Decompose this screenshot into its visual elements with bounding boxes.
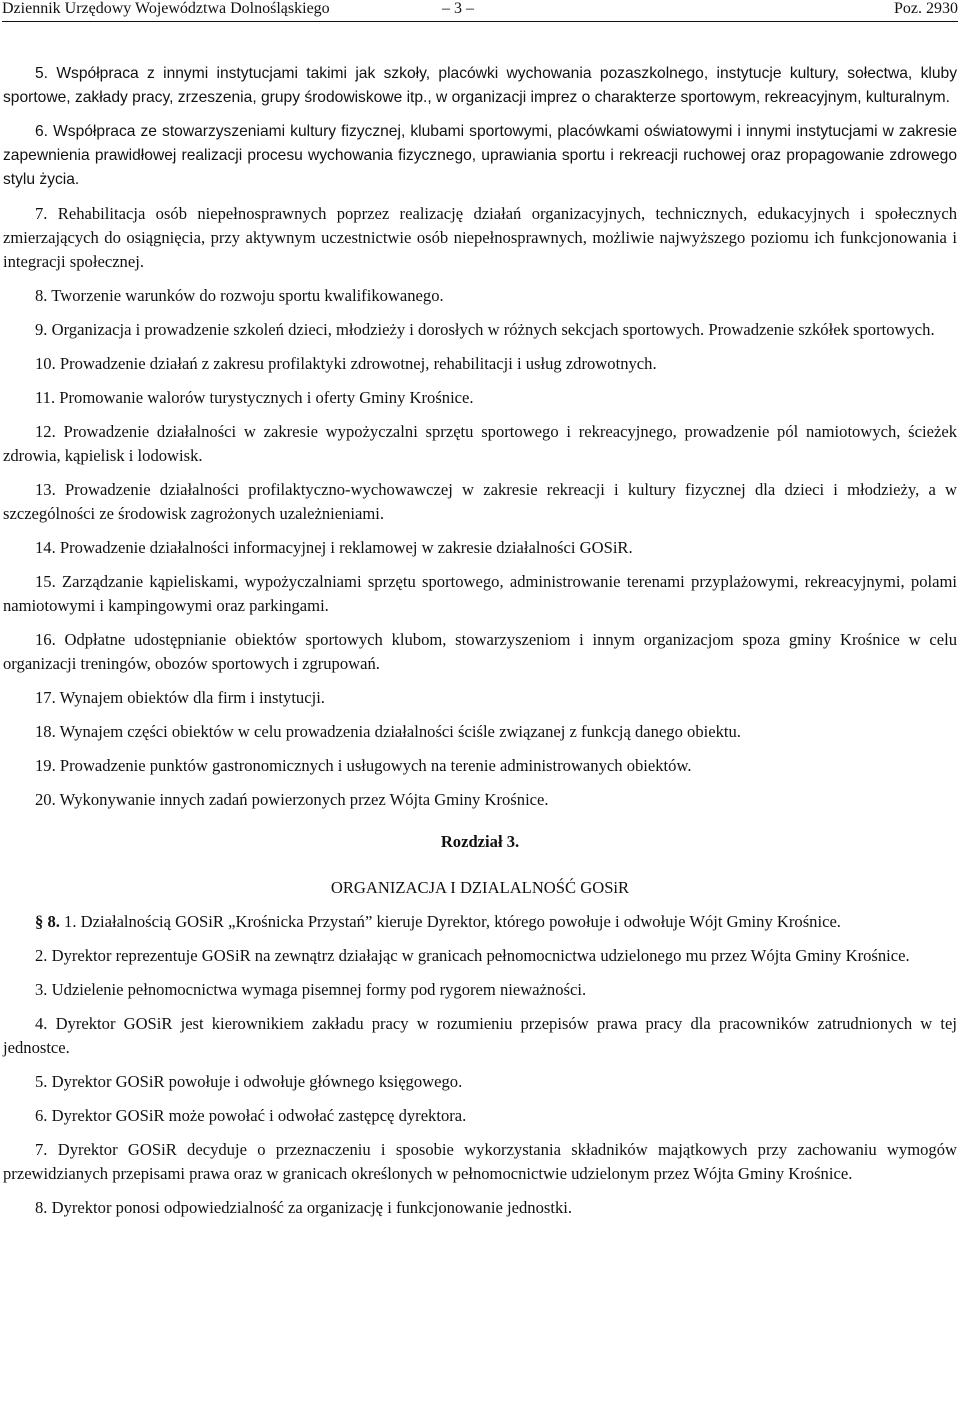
section-8-item-2: 2. Dyrektor reprezentuje GOSiR na zewnątrz działając w granicach pełnomocnictwa udzielonego mu przez Wójta Gminy Krośnice. (35, 946, 910, 965)
list-item-20: 20. Wykonywanie innych zadań powierzonych przez Wójta Gminy Krośnice. (35, 790, 549, 809)
list-item-17: 17. Wynajem obiektów dla firm i instytucji. (35, 688, 325, 707)
header-divider (2, 21, 958, 22)
journal-title: Dziennik Urzędowy Województwa Dolnośląskiego (2, 0, 330, 17)
list-item-11: 11. Promowanie walorów turystycznych i oferty Gminy Krośnice. (35, 388, 474, 407)
list-item-6: 6. Współpraca ze stowarzyszeniami kultury fizycznej, klubami sportowymi, placówkami oświatowymi i innymi instytucjami w zakresie zapewnienia prawidłowej realizacji procesu wychowania fizycznego, uprawiania sportu i rekreacji ruchowej oraz propagowanie zdrowego stylu życia. (3, 123, 957, 188)
list-item-16: 16. Odpłatne udostępnianie obiektów sportowych klubom, stowarzyszeniom i innym organizacjom spoza gminy Krośnice w celu organizacji treningów, obozów sportowych i zgrupowań. (3, 630, 957, 673)
page-header (2, 0, 958, 22)
list-item-7: 7. Rehabilitacja osób niepełnosprawnych poprzez realizację działań organizacyjnych, technicznych, edukacyjnych i społecznych zmierzających do osiągnięcia, przy aktywnym uczestnictwie osób niepełnosprawnych, możliwie najwyższego poziomu ich funkcjonowania i integracji społecznej. (3, 204, 957, 271)
list-item-13: 13. Prowadzenie działalności profilaktyczno-wychowawczej w zakresie rekreacji i kultury fizycznej dla dzieci i młodzieży, a w szczególności ze środowisk zagrożonych uzależnieniami. (3, 480, 957, 523)
position-number: Poz. 2930 (894, 0, 958, 17)
list-item-10: 10. Prowadzenie działań z zakresu profilaktyki zdrowotnej, rehabilitacji i usług zdrowotnych. (35, 354, 657, 373)
section-8-item-7: 7. Dyrektor GOSiR decyduje o przeznaczeniu i sposobie wykorzystania składników majątkowych przy zachowaniu wymogów przewidzianych przepisami prawa oraz w granicach określonych w pełnomocnictwie udzielonym przez Wójta Gminy Krośnice. (3, 1140, 957, 1183)
section-8-item-4: 4. Dyrektor GOSiR jest kierownikiem zakładu pracy w rozumieniu przepisów prawa pracy dla pracowników zatrudnionych w tej jednostce. (3, 1014, 957, 1057)
list-item-14: 14. Prowadzenie działalności informacyjnej i reklamowej w zakresie działalności GOSiR. (35, 538, 633, 557)
list-item-19: 19. Prowadzenie punktów gastronomicznych i usługowych na terenie administrowanych obiektów. (35, 756, 692, 775)
list-item-5: 5. Współpraca z innymi instytucjami takimi jak szkoły, placówki wychowania pozaszkolnego, instytucje kultury, sołectwa, kluby sportowe, zakłady pracy, zrzeszenia, grupy środowiskowe itp., w organizacji imprez o charakterze sportowym, rekreacyjnym, kulturalnym. (3, 65, 957, 106)
list-item-18: 18. Wynajem części obiektów w celu prowadzenia działalności ściśle związanej z funkcją danego obiektu. (35, 722, 741, 741)
section-8-item-3: 3. Udzielenie pełnomocnictwa wymaga pisemnej formy pod rygorem nieważności. (35, 980, 587, 999)
list-item-12: 12. Prowadzenie działalności w zakresie wypożyczalni sprzętu sportowego i rekreacyjnego, prowadzenie pól namiotowych, ścieżek zdrowia, kąpielisk i lodowisk. (3, 422, 957, 465)
section-number: § 8. (35, 912, 60, 931)
list-item-15: 15. Zarządzanie kąpieliskami, wypożyczalniami sprzętu sportowego, administrowanie terenami przyplażowymi, rekreacyjnymi, polami namiotowymi i kampingowymi oraz parkingami. (3, 572, 957, 615)
document-body (3, 62, 957, 1230)
chapter-title: Rozdział 3. (440, 832, 520, 851)
page-number: – 3 – (442, 0, 474, 17)
section-8-item-1-text: 1. Działalnością GOSiR „Krośnicka Przystań” kieruje Dyrektor, którego powołuje i odwołuje Wójt Gminy Krośnice. (59, 912, 841, 931)
section-8-item-6: 6. Dyrektor GOSiR może powołać i odwołać zastępcę dyrektora. (35, 1106, 467, 1125)
list-item-8: 8. Tworzenie warunków do rozwoju sportu kwalifikowanego. (35, 286, 444, 305)
section-8-item-5: 5. Dyrektor GOSiR powołuje i odwołuje głównego księgowego. (35, 1072, 463, 1091)
list-item-9: 9. Organizacja i prowadzenie szkoleń dzieci, młodzieży i dorosłych w różnych sekcjach sportowych. Prowadzenie szkółek sportowych. (35, 320, 935, 339)
section-8-item-8: 8. Dyrektor ponosi odpowiedzialność za organizację i funkcjonowanie jednostki. (35, 1198, 572, 1217)
section-8-item-1 (3, 910, 957, 934)
chapter-subtitle: ORGANIZACJA I DZIALALNOŚĆ GOSiR (330, 878, 630, 897)
